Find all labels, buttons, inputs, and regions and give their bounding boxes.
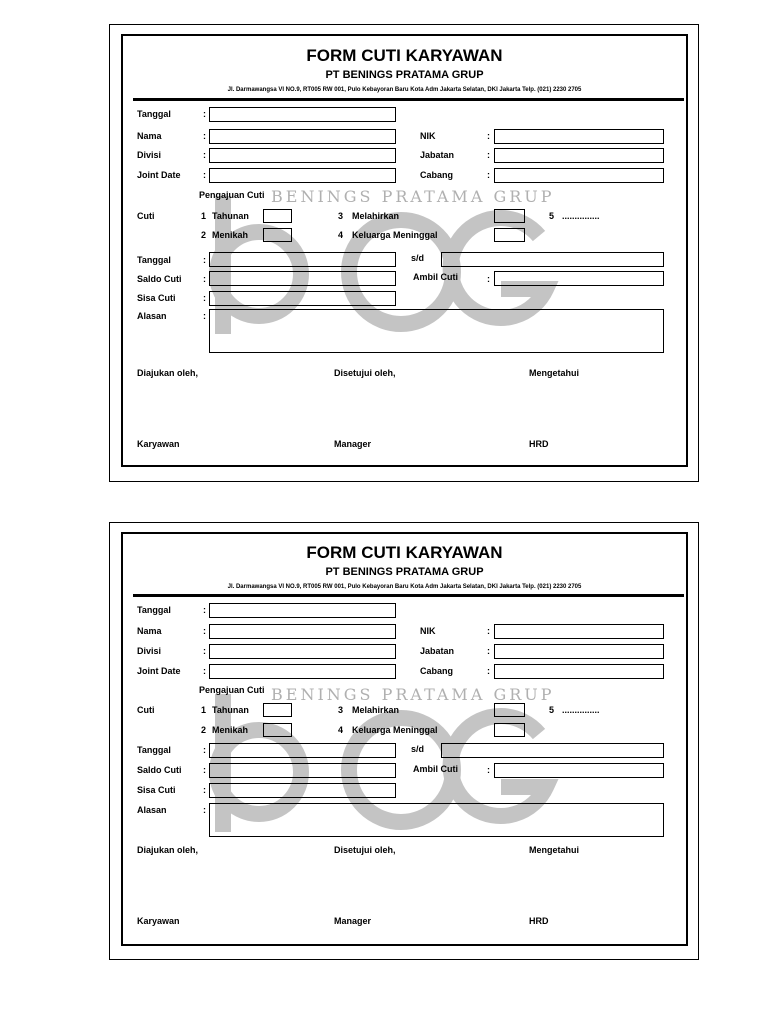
sign-disetujui: Disetujui oleh,: [334, 845, 396, 855]
cabang-field[interactable]: [494, 168, 664, 183]
sign-disetujui: Disetujui oleh,: [334, 368, 396, 378]
checkbox-melahirkan[interactable]: [494, 703, 525, 717]
label-sd: s/d: [411, 744, 425, 754]
leave-type-1-label: Tahunan: [212, 211, 249, 221]
leave-type-2-num: 2: [201, 725, 207, 735]
tanggal-field[interactable]: [209, 107, 396, 122]
saldo-cuti-field[interactable]: [209, 271, 396, 286]
label-cuti: Cuti: [137, 705, 155, 715]
jabatan-field[interactable]: [494, 148, 664, 163]
colon: :: [203, 785, 206, 795]
jabatan-field[interactable]: [494, 644, 664, 659]
leave-type-5-num: 5: [549, 211, 555, 221]
leave-type-2-label: Menikah: [212, 725, 249, 735]
tanggal-cuti-end-field[interactable]: [441, 743, 664, 758]
company-address: Jl. Darmawangsa VI NO.9, RT005 RW 001, Pulo Kebayoran Baru Kota Adm Jakarta Selatan, DKI Jakarta Telp. (021) 2230 2705: [227, 584, 582, 590]
colon: :: [203, 805, 206, 815]
watermark-text: BENINGS PRATAMA GRUP: [271, 187, 555, 206]
colon: :: [203, 311, 206, 321]
colon: :: [203, 274, 206, 284]
header-divider: [133, 98, 684, 101]
form-frame: [121, 34, 688, 467]
label-nama: Nama: [137, 131, 162, 141]
leave-type-3-num: 3: [338, 705, 344, 715]
alasan-textarea[interactable]: [209, 803, 664, 837]
ambil-cuti-field[interactable]: [494, 763, 664, 778]
leave-form-2: [109, 522, 699, 960]
alasan-textarea[interactable]: [209, 309, 664, 353]
label-sd: s/d: [411, 253, 425, 263]
colon: :: [203, 745, 206, 755]
tanggal-cuti-end-field[interactable]: [441, 252, 664, 267]
label-joint-date: Joint Date: [137, 170, 181, 180]
leave-type-2-label: Menikah: [212, 230, 249, 240]
colon: :: [203, 170, 206, 180]
leave-type-4-label: Keluarga Meninggal: [352, 725, 438, 735]
sign-mengetahui: Mengetahui: [529, 845, 580, 855]
form-frame: [121, 532, 688, 946]
form-title: FORM CUTI KARYAWAN: [306, 543, 503, 562]
checkbox-tahunan[interactable]: [263, 209, 292, 223]
tanggal-cuti-start-field[interactable]: [209, 252, 396, 267]
checkbox-melahirkan[interactable]: [494, 209, 525, 223]
watermark-text: BENINGS PRATAMA GRUP: [271, 685, 555, 704]
colon: :: [203, 293, 206, 303]
sign-karyawan: Karyawan: [137, 439, 180, 449]
leave-type-4-num: 4: [338, 230, 344, 240]
leave-type-3-label: Melahirkan: [352, 705, 400, 715]
colon: :: [487, 170, 490, 180]
label-pengajuan-cuti: Pengajuan Cuti: [199, 190, 265, 200]
checkbox-keluarga-meninggal[interactable]: [494, 723, 525, 737]
label-alasan: Alasan: [137, 805, 167, 815]
sisa-cuti-field[interactable]: [209, 783, 396, 798]
colon: :: [203, 626, 206, 636]
label-ambil-cuti: Ambil Cuti: [413, 764, 458, 774]
company-name: PT BENINGS PRATAMA GRUP: [325, 566, 484, 578]
label-saldo-cuti: Saldo Cuti: [137, 274, 182, 284]
colon: :: [203, 765, 206, 775]
cabang-field[interactable]: [494, 664, 664, 679]
sign-hrd: HRD: [529, 916, 549, 926]
leave-type-4-num: 4: [338, 725, 344, 735]
saldo-cuti-field[interactable]: [209, 763, 396, 778]
label-sisa-cuti: Sisa Cuti: [137, 785, 176, 795]
colon: :: [203, 666, 206, 676]
leave-type-5-num: 5: [549, 705, 555, 715]
nama-field[interactable]: [209, 129, 396, 144]
sign-manager: Manager: [334, 439, 372, 449]
label-ambil-cuti: Ambil Cuti: [413, 272, 458, 282]
checkbox-menikah[interactable]: [263, 723, 292, 737]
leave-type-4-label: Keluarga Meninggal: [352, 230, 438, 240]
sign-manager: Manager: [334, 916, 372, 926]
sign-mengetahui: Mengetahui: [529, 368, 580, 378]
label-tanggal-cuti: Tanggal: [137, 255, 171, 265]
sign-hrd: HRD: [529, 439, 549, 449]
label-divisi: Divisi: [137, 150, 162, 160]
joint-date-field[interactable]: [209, 168, 396, 183]
colon: :: [203, 255, 206, 265]
company-address: Jl. Darmawangsa VI NO.9, RT005 RW 001, Pulo Kebayoran Baru Kota Adm Jakarta Selatan, DKI Jakarta Telp. (021) 2230 2705: [227, 87, 582, 93]
colon: :: [487, 150, 490, 160]
colon: :: [203, 646, 206, 656]
leave-type-1-label: Tahunan: [212, 705, 249, 715]
label-jabatan: Jabatan: [420, 150, 455, 160]
label-cabang: Cabang: [420, 170, 454, 180]
leave-type-2-num: 2: [201, 230, 207, 240]
colon: :: [487, 274, 490, 284]
company-name: PT BENINGS PRATAMA GRUP: [325, 69, 484, 81]
label-nama: Nama: [137, 626, 162, 636]
sign-diajukan: Diajukan oleh,: [137, 845, 199, 855]
label-joint-date: Joint Date: [137, 666, 181, 676]
checkbox-keluarga-meninggal[interactable]: [494, 228, 525, 242]
checkbox-menikah[interactable]: [263, 228, 292, 242]
leave-type-5-label[interactable]: ...............: [562, 705, 600, 715]
tanggal-cuti-start-field[interactable]: [209, 743, 396, 758]
colon: :: [203, 109, 206, 119]
leave-type-1-num: 1: [201, 211, 207, 221]
label-sisa-cuti: Sisa Cuti: [137, 293, 176, 303]
label-divisi: Divisi: [137, 646, 162, 656]
tanggal-field[interactable]: [209, 603, 396, 618]
nik-field[interactable]: [494, 624, 664, 639]
ambil-cuti-field[interactable]: [494, 271, 664, 286]
label-nik: NIK: [420, 626, 436, 636]
header-divider: [133, 594, 684, 597]
label-cuti: Cuti: [137, 211, 155, 221]
colon: :: [487, 666, 490, 676]
leave-type-1-num: 1: [201, 705, 207, 715]
label-jabatan: Jabatan: [420, 646, 455, 656]
colon: :: [487, 626, 490, 636]
colon: :: [203, 131, 206, 141]
sisa-cuti-field[interactable]: [209, 291, 396, 306]
leave-type-3-num: 3: [338, 211, 344, 221]
label-pengajuan-cuti: Pengajuan Cuti: [199, 685, 265, 695]
label-tanggal: Tanggal: [137, 605, 171, 615]
sign-diajukan: Diajukan oleh,: [137, 368, 199, 378]
label-tanggal-cuti: Tanggal: [137, 745, 171, 755]
divisi-field[interactable]: [209, 148, 396, 163]
leave-type-3-label: Melahirkan: [352, 211, 400, 221]
leave-type-5-label[interactable]: ...............: [562, 211, 600, 221]
label-nik: NIK: [420, 131, 436, 141]
colon: :: [203, 150, 206, 160]
label-alasan: Alasan: [137, 311, 167, 321]
checkbox-tahunan[interactable]: [263, 703, 292, 717]
nama-field[interactable]: [209, 624, 396, 639]
label-tanggal: Tanggal: [137, 109, 171, 119]
divisi-field[interactable]: [209, 644, 396, 659]
label-cabang: Cabang: [420, 666, 454, 676]
sign-karyawan: Karyawan: [137, 916, 180, 926]
nik-field[interactable]: [494, 129, 664, 144]
colon: :: [203, 605, 206, 615]
form-title: FORM CUTI KARYAWAN: [306, 46, 503, 65]
colon: :: [487, 131, 490, 141]
joint-date-field[interactable]: [209, 664, 396, 679]
colon: :: [487, 765, 490, 775]
label-saldo-cuti: Saldo Cuti: [137, 765, 182, 775]
colon: :: [487, 646, 490, 656]
leave-form-1: [109, 24, 699, 482]
